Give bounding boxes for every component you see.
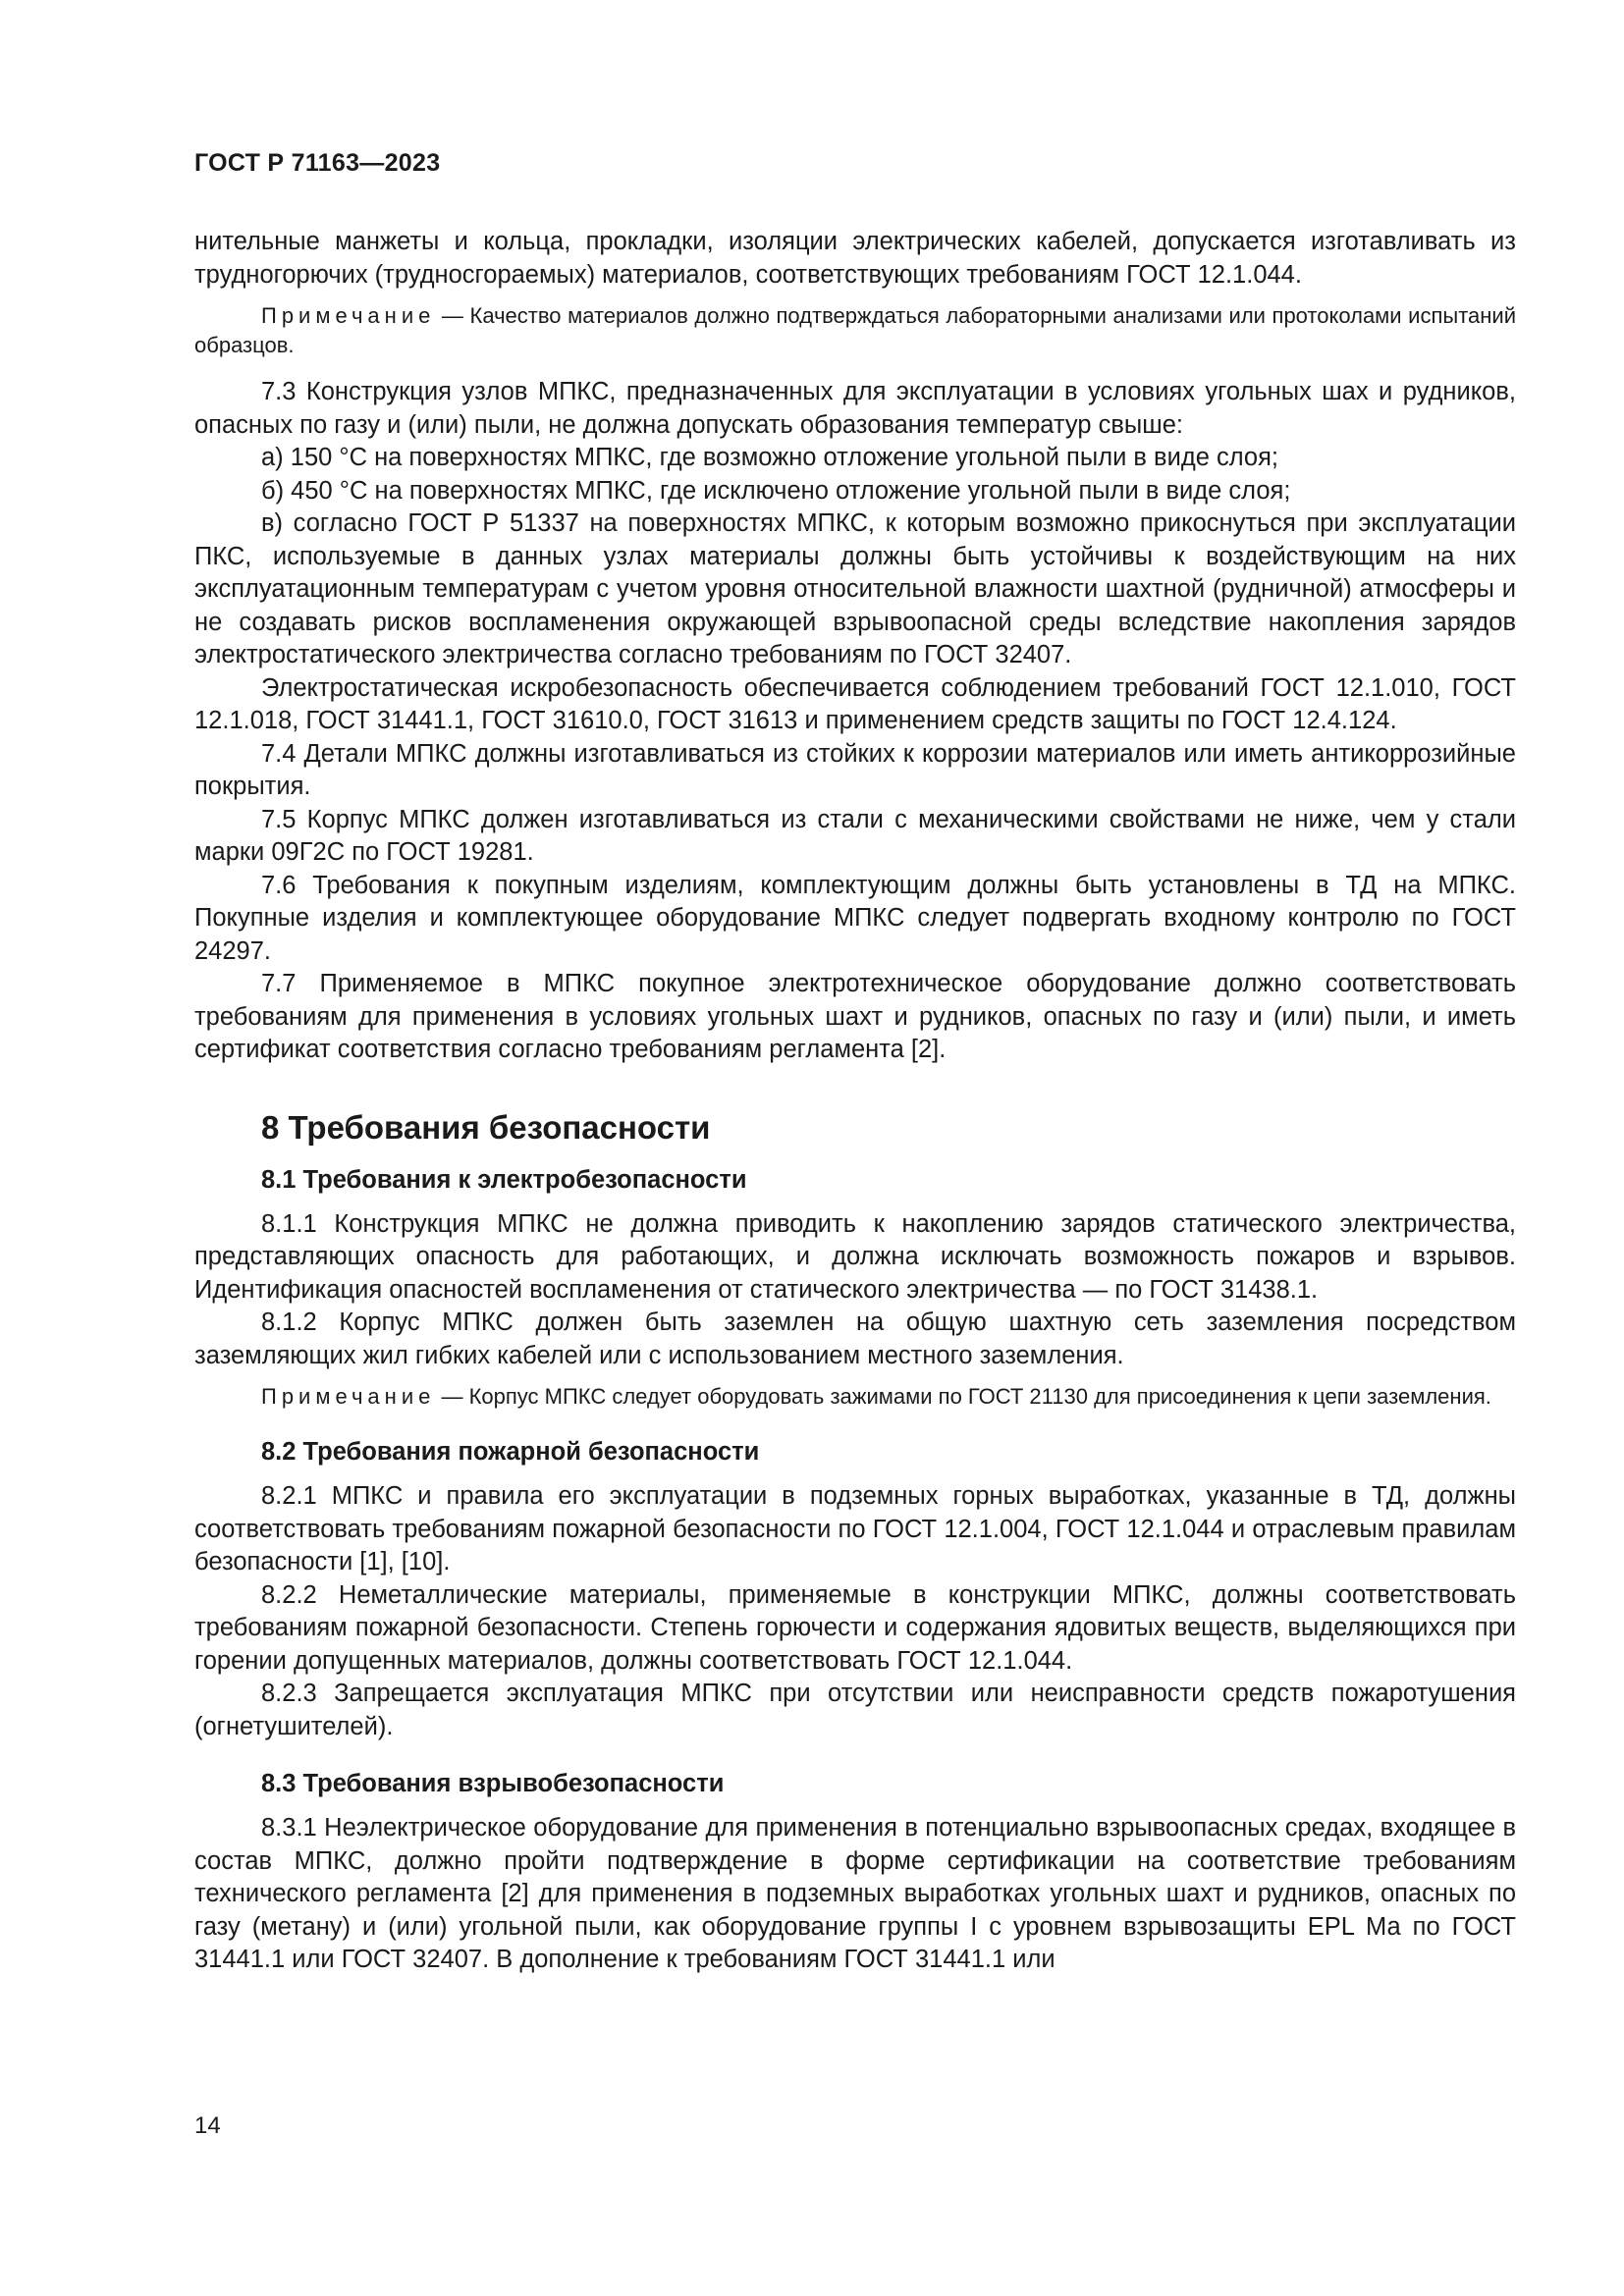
- page-number: 14: [194, 2112, 221, 2139]
- note-label: Примечание: [261, 303, 436, 328]
- document-header: ГОСТ Р 71163—2023: [194, 149, 441, 177]
- paragraph-7-3-a: а) 150 °С на поверхностях МПКС, где возможно отложение угольной пыли в виде слоя;: [261, 444, 1278, 471]
- section-8-1-title: 8.1 Требования к электробезопасности: [261, 1165, 747, 1194]
- paragraph-7-3: 7.3 Конструкция узлов МПКС, предназначенных для эксплуатации в условиях угольных шах и рудников, опасных по газу и (или) пыли, не должна допускать образования температур свыше:: [194, 378, 1516, 439]
- paragraph-8-2-3: 8.2.3 Запрещается эксплуатация МПКС при отсутствии или неисправности средств пожаротушения (огнетушителей).: [194, 1680, 1516, 1740]
- paragraph-7-3-b: б) 450 °С на поверхностях МПКС, где исключено отложение угольной пыли в виде слоя;: [261, 476, 1291, 505]
- paragraph-8-3-1: 8.3.1 Неэлектрическое оборудование для применения в потенциально взрывоопасных средах, входящее в состав МПКС, должно пройти подтверждение в форме сертификации на соответствие требованиям технического регламента [2] для применения в подземных выработках угольных шахт и рудников, опасных по газу (метану) и (или) угольной пыли, как оборудование группы I с уровнем взрывозащиты EPL Ма по ГОСТ 31441.1 или ГОСТ 32407. В дополнение к требованиям ГОСТ 31441.1 или: [194, 1814, 1516, 1973]
- note-text: — Качество материалов должно подтверждаться лабораторными анализами или протоколами испытаний образцов.: [194, 303, 1516, 357]
- note-materials: [194, 301, 1516, 360]
- note-text: — Корпус МПКС следует оборудовать зажимами по ГОСТ 21130 для присоединения к цепи заземления.: [435, 1384, 1491, 1409]
- note-grounding: [194, 1382, 1516, 1412]
- section-8-3-title: 8.3 Требования взрывобезопасности: [261, 1770, 725, 1797]
- section-8-2-title: 8.2 Требования пожарной безопасности: [261, 1438, 760, 1466]
- paragraph-8-1-1: 8.1.1 Конструкция МПКС не должна приводить к накоплению зарядов статического электричества, представляющих опасность для работающих, и должна исключать возможность пожаров и взрывов. Идентификация опасностей воспламенения от статического электричества — по ГОСТ 31438.1.: [194, 1209, 1516, 1304]
- paragraph-8-2-2: 8.2.2 Неметаллические материалы, применяемые в конструкции МПКС, должны соответствовать требованиям пожарной безопасности. Степень горючести и содержания ядовитых веществ, выделяющихся при горении допущенных материалов, должны соответствовать ГОСТ 12.1.044.: [194, 1580, 1516, 1675]
- paragraph-7-5: 7.5 Корпус МПКС должен изготавливаться из стали с механическими свойствами не ниже, чем у стали марки 09Г2С по ГОСТ 19281.: [194, 805, 1516, 866]
- note-label: Примечание: [261, 1384, 436, 1409]
- document-body: [194, 226, 1516, 1977]
- section-8-title: 8 Требования безопасности: [261, 1108, 711, 1146]
- paragraph-7-6: 7.6 Требования к покупным изделиям, комплектующим должны быть установлены в ТД на МПКС. Покупные изделия и комплектующее оборудование МПКС следует подвергать входному контролю по ГОСТ 24297.: [194, 871, 1516, 965]
- paragraph-7-3-d: Электростатическая искробезопасность обеспечивается соблюдением требований ГОСТ 12.1.010, ГОСТ 12.1.018, ГОСТ 31441.1, ГОСТ 31610.0, ГОСТ 31613 и применением средств защиты по ГОСТ 12.4.124.: [194, 673, 1516, 734]
- paragraph-8-1-2: 8.1.2 Корпус МПКС должен быть заземлен на общую шахтную сеть заземления посредством заземляющих жил гибких кабелей или с использованием местного заземления.: [194, 1308, 1516, 1369]
- paragraph-7-7: 7.7 Применяемое в МПКС покупное электротехническое оборудование должно соответствовать требованиям для применения в условиях угольных шахт и рудников, опасных по газу и (или) пыли, и иметь сертификат соответствия согласно требованиям регламента [2].: [194, 970, 1516, 1063]
- paragraph-7-4: 7.4 Детали МПКС должны изготавливаться из стойких к коррозии материалов или иметь антикоррозийные покрытия.: [194, 739, 1516, 800]
- paragraph-7-3-c: в) согласно ГОСТ Р 51337 на поверхностях МПКС, к которым возможно прикоснуться при эксплуатации ПКС, используемые в данных узлах материалы должны быть устойчивы к воздействующим на них эксплуатационным температурам с учетом уровня относительной влажности шахтной (рудничной) атмосферы и не создавать рисков воспламенения окружающей взрывоопасной среды вследствие накопления зарядов электростатического электричества согласно требованиям по ГОСТ 32407.: [194, 509, 1516, 668]
- paragraph-continuation: нительные манжеты и кольца, прокладки, изоляции электрических кабелей, допускается изготавливать из трудногорючих (трудносгораемых) материалов, соответствующих требованиям ГОСТ 12.1.044.: [194, 228, 1516, 289]
- paragraph-8-2-1: 8.2.1 МПКС и правила его эксплуатации в подземных горных выработках, указанные в ТД, должны соответствовать требованиям пожарной безопасности по ГОСТ 12.1.004, ГОСТ 12.1.044 и отраслевым правилам безопасности [1], [10].: [194, 1482, 1516, 1575]
